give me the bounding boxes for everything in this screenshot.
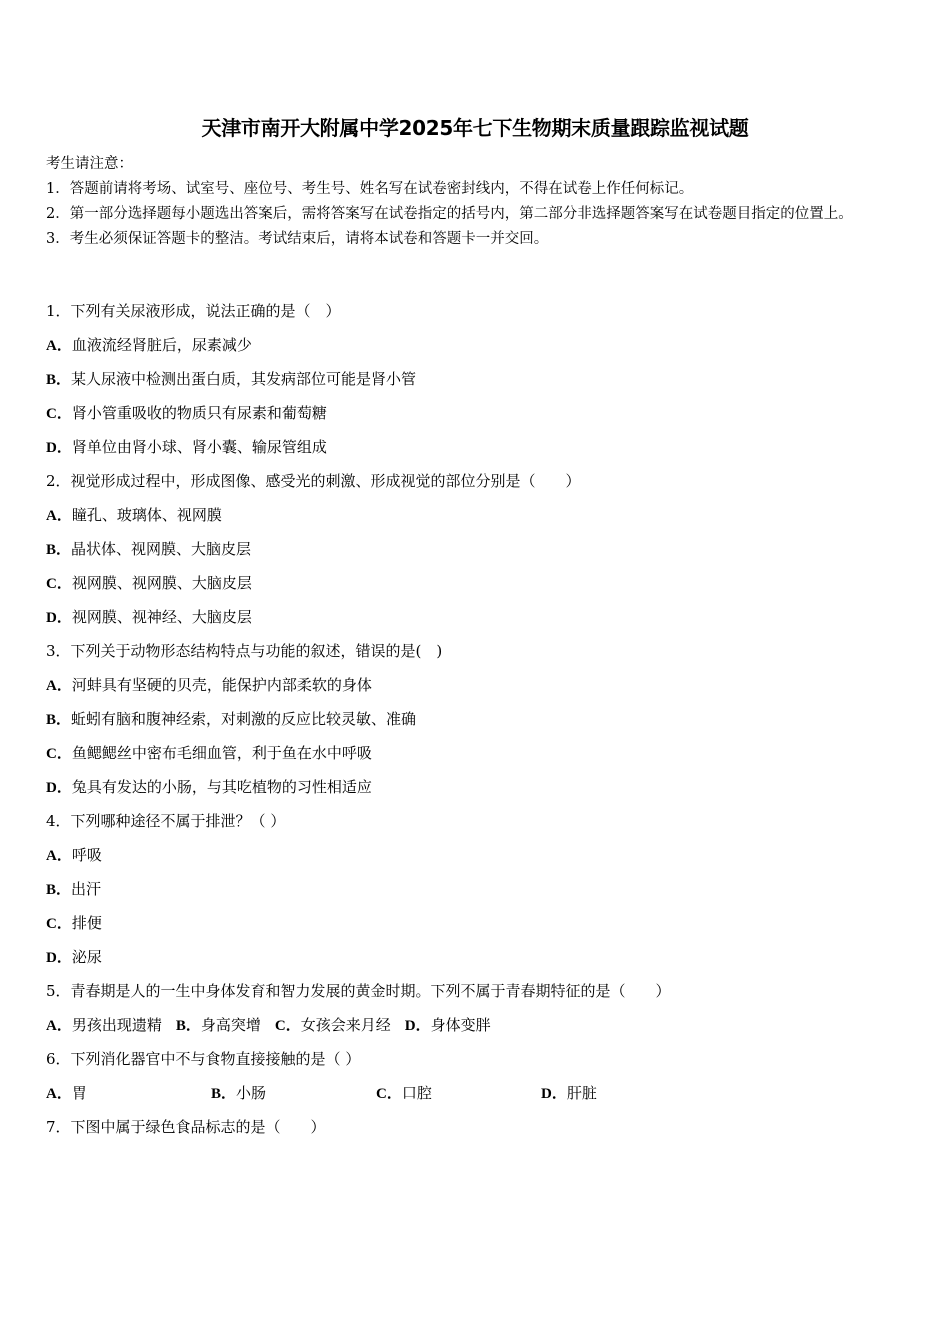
- question-4-option-a: [46, 841, 904, 875]
- question-4-option-b: [46, 875, 904, 909]
- option-label: D．: [404, 1018, 431, 1034]
- exam-title: 天津市南开大附属中学2025年七下生物期末质量跟踪监视试题: [201, 116, 749, 140]
- question-1-stem: 1．下列有关尿液形成，说法正确的是（ ）: [46, 302, 341, 320]
- option-label: C．: [46, 746, 72, 762]
- option-text: 蚯蚓有脑和腹神经索，对刺激的反应比较灵敏、准确: [71, 710, 417, 728]
- option-text: 河蚌具有坚硬的贝壳，能保护内部柔软的身体: [71, 676, 372, 694]
- option-text: 小肠: [236, 1084, 267, 1102]
- option-text: 排便: [71, 914, 102, 932]
- question-5-option-d: [405, 1016, 491, 1034]
- question-5-option-a: [46, 1016, 162, 1034]
- option-text: 女孩会来月经: [300, 1016, 391, 1034]
- question-3-option-c: [46, 739, 904, 773]
- question-list: [46, 297, 904, 1147]
- question-3-option-a: [46, 671, 904, 705]
- notice-item-2: 2．第一部分选择题每小题选出答案后，需将答案写在试卷指定的括号内，第二部分非选择题答案写在试卷题目指定的位置上。: [46, 206, 853, 222]
- question-7-stem: 7．下图中属于绿色食品标志的是（ ）: [46, 1118, 326, 1136]
- option-label: A．: [46, 848, 72, 864]
- option-text: 身体变胖: [430, 1016, 491, 1034]
- option-label: D．: [46, 610, 72, 626]
- option-label: B．: [211, 1086, 237, 1102]
- option-text: 视网膜、视网膜、大脑皮层: [71, 574, 252, 592]
- option-text: 出汗: [71, 880, 102, 898]
- notice-item-3: 3．考生必须保证答题卡的整洁。考试结束后，请将本试卷和答题卡一并交回。: [46, 231, 549, 247]
- option-label: C．: [274, 1018, 301, 1034]
- option-label: A．: [46, 1086, 72, 1102]
- option-text: 鱼鳃鳃丝中密布毛细血管，利于鱼在水中呼吸: [71, 744, 372, 762]
- question-4-option-c: [46, 909, 904, 943]
- option-label: A．: [46, 508, 72, 524]
- option-text: 呼吸: [71, 846, 102, 864]
- option-text: 肾小管重吸收的物质只有尿素和葡萄糖: [71, 404, 327, 422]
- option-label: A．: [46, 1018, 72, 1034]
- question-5-option-c: [275, 1016, 391, 1034]
- option-label: B．: [46, 542, 72, 558]
- notice-section: [46, 152, 904, 252]
- option-text: 视网膜、视神经、大脑皮层: [71, 608, 252, 626]
- option-label: C．: [46, 916, 72, 932]
- option-text: 口腔: [401, 1084, 432, 1102]
- option-text: 某人尿液中检测出蛋白质，其发病部位可能是肾小管: [71, 370, 417, 388]
- question-1-option-c: [46, 399, 904, 433]
- question-6-option-a: [46, 1079, 211, 1108]
- option-label: B．: [46, 882, 72, 898]
- option-text: 身高突增: [200, 1016, 261, 1034]
- option-text: 晶状体、视网膜、大脑皮层: [71, 540, 252, 558]
- question-1-option-a: [46, 331, 904, 365]
- option-text: 肾单位由肾小球、肾小囊、输尿管组成: [71, 438, 327, 456]
- option-text: 泌尿: [71, 948, 102, 966]
- question-5-options: [46, 1011, 904, 1045]
- option-label: D．: [46, 440, 72, 456]
- option-label: A．: [46, 338, 72, 354]
- question-3-option-b: [46, 705, 904, 739]
- notice-heading: 考生请注意：: [46, 156, 133, 172]
- option-text: 肝脏: [566, 1084, 597, 1102]
- question-5-stem: 5．青春期是人的一生中身体发育和智力发展的黄金时期。下列不属于青春期特征的是（ ）: [46, 982, 671, 1000]
- question-1-option-b: [46, 365, 904, 399]
- option-label: B．: [175, 1018, 201, 1034]
- question-6-option-d: [541, 1079, 706, 1108]
- option-text: 男孩出现遗精: [71, 1016, 162, 1034]
- option-text: 胃: [71, 1084, 87, 1102]
- option-text: 瞳孔、玻璃体、视网膜: [71, 506, 222, 524]
- question-2-option-b: [46, 535, 904, 569]
- option-text: 兔具有发达的小肠，与其吃植物的习性相适应: [71, 778, 372, 796]
- option-text: 血液流经肾脏后，尿素减少: [71, 336, 252, 354]
- question-6-option-c: [376, 1079, 541, 1108]
- option-label: B．: [46, 712, 72, 728]
- question-3-option-d: [46, 773, 904, 807]
- question-2-stem: 2．视觉形成过程中，形成图像、感受光的刺激、形成视觉的部位分别是（ ）: [46, 472, 581, 490]
- option-label: C．: [46, 406, 72, 422]
- question-6-options: [46, 1079, 904, 1113]
- option-label: D．: [46, 780, 72, 796]
- option-label: D．: [541, 1086, 567, 1102]
- question-6-option-b: [211, 1079, 376, 1108]
- question-2-option-c: [46, 569, 904, 603]
- question-5-option-b: [176, 1016, 261, 1034]
- question-1-option-d: [46, 433, 904, 467]
- question-4-stem: 4．下列哪种途径不属于排泄？（ ）: [46, 812, 286, 830]
- question-6-stem: 6．下列消化器官中不与食物直接接触的是（ ）: [46, 1050, 361, 1068]
- question-3-stem: 3．下列关于动物形态结构特点与功能的叙述，错误的是( ): [46, 642, 443, 660]
- notice-item-1: 1．答题前请将考场、试室号、座位号、考生号、姓名写在试卷密封线内，不得在试卷上作任何标记。: [46, 181, 694, 197]
- option-label: D．: [46, 950, 72, 966]
- question-2-option-d: [46, 603, 904, 637]
- option-label: B．: [46, 372, 72, 388]
- option-label: A．: [46, 678, 72, 694]
- option-label: C．: [376, 1086, 402, 1102]
- question-2-option-a: [46, 501, 904, 535]
- option-label: C．: [46, 576, 72, 592]
- question-4-option-d: [46, 943, 904, 977]
